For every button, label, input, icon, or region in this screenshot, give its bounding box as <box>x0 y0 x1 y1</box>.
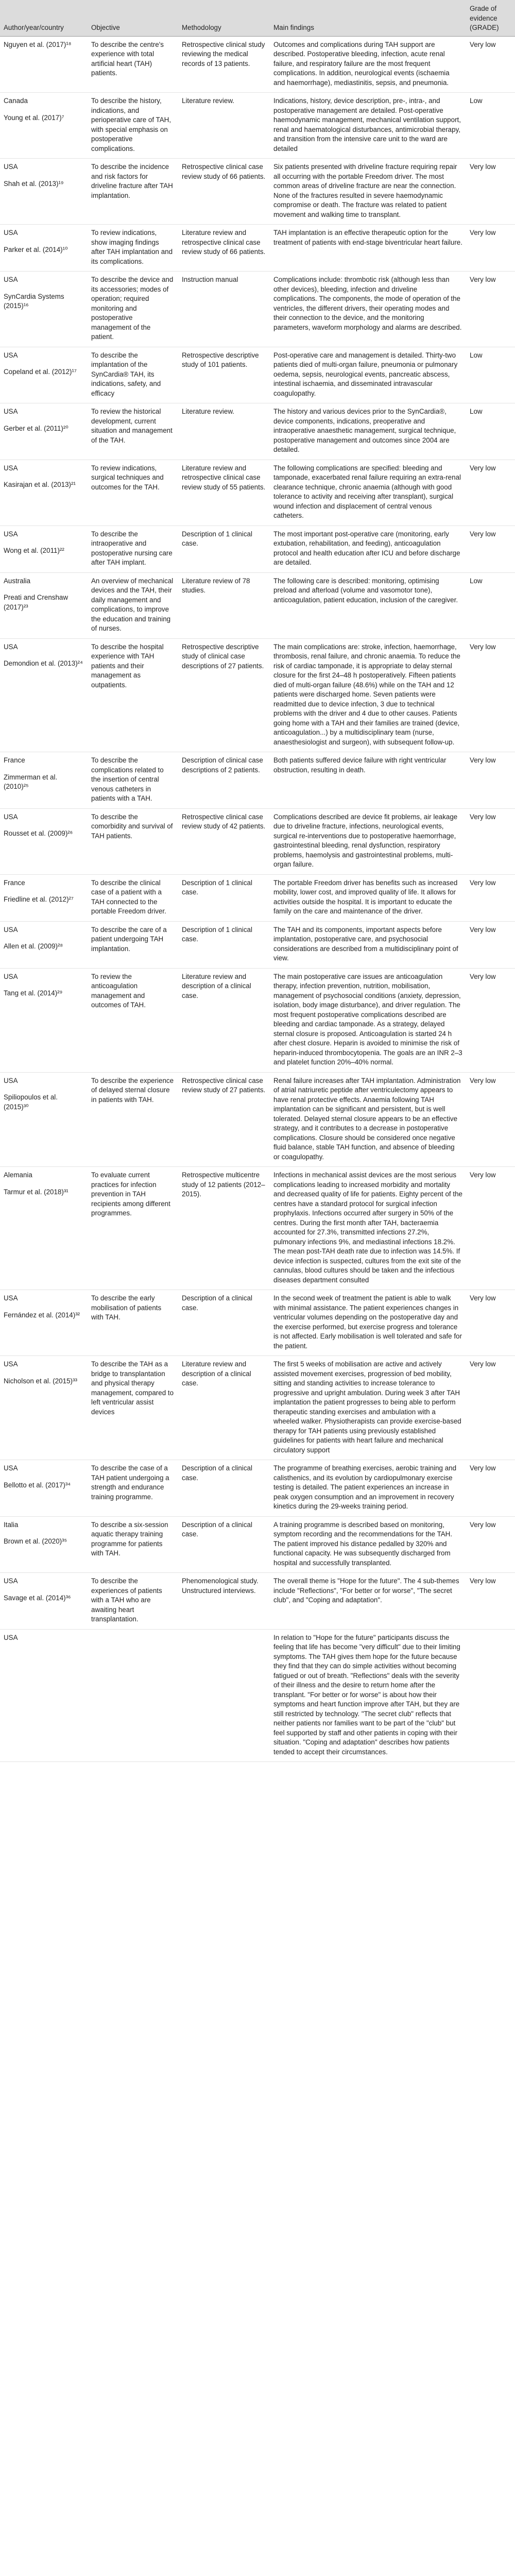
cell-objective: To describe the TAH as a bridge to transplantation and physical therapy management, compared to left ventricular assist devices <box>88 1356 178 1460</box>
cell-findings: The most important post-operative care (monitoring, early extubation, rehabilitation, and feeding), anticoagulation protocol and health education after ICU and before discharge are detailed. <box>270 526 466 572</box>
cell-findings: The main complications are: stroke, infection, haemorrhage, thrombosis, renal failure, and chronic anaemia. To reduce the risk of cardiac tamponade, it is appropriate to delay sternal closure for the first 24–48 h postoperatively. Fifteen patients died of multi-organ failure (48.6%) while on the TAH and 12 patients were discharged home. Seven patients were readmitted due to device infection, 3 due to technical problems with the driver and 4 due to other causes. Patients going home with a TAH and their families are trained (device, anticoagulation...) by a multidisciplinary team (nurse, anaesthesiologist and surgeon), with subsequent follow-up. <box>270 638 466 752</box>
cell-findings: The main postoperative care issues are anticoagulation therapy, infection prevention, nutrition, mobilisation, management of psychosocial conditions (anxiety, depression, isolation, body image disturbance), and driver regulation. The most frequent postoperative complications described are bleeding and cardiac tamponade. As a strategy, delayed sternal closure is proposed. Anticoagulation is started 24 h after chest closure. Heparin is avoided to minimise the risk of heparin-induced thrombocytopenia. The goals are an INR 2–3 and platelet function 20%–40% normal. <box>270 968 466 1072</box>
cell-methodology: Retrospective descriptive study of 101 patients. <box>178 347 270 403</box>
cell-grade: Very low <box>466 225 515 272</box>
cell-methodology: Retrospective clinical study reviewing the medical records of 13 patients. <box>178 36 270 93</box>
cell-author <box>0 752 88 809</box>
cell-objective: To review the historical development, current situation and management of the TAH. <box>88 403 178 460</box>
cell-grade: Very low <box>466 460 515 526</box>
cell-grade: Very low <box>466 638 515 752</box>
row-author: Kasirajan et al. (2013)²¹ <box>4 481 76 488</box>
cell-author <box>0 403 88 460</box>
row-author: Parker et al. (2014)¹⁰ <box>4 245 68 253</box>
cell-methodology: Phenomenological study. Unstructured interviews. <box>178 1573 270 1630</box>
table-row <box>0 968 515 1072</box>
row-author: Bellotto et al. (2017)³⁴ <box>4 1481 71 1489</box>
header-findings: Main findings <box>270 0 466 36</box>
header-author: Author/year/country <box>0 0 88 36</box>
cell-author <box>0 93 88 159</box>
row-country: USA <box>4 163 18 171</box>
row-country: USA <box>4 642 18 651</box>
row-author: SynCardia Systems (2015)¹⁶ <box>4 292 64 310</box>
cell-objective: To describe the incidence and risk factors for driveline fracture after TAH implantation. <box>88 159 178 225</box>
cell-methodology: Literature review and description of a clinical case. <box>178 968 270 1072</box>
row-author: Fernández et al. (2014)³² <box>4 1311 80 1319</box>
row-country: USA <box>4 972 18 980</box>
row-country: Italia <box>4 1520 19 1529</box>
cell-author <box>0 638 88 752</box>
row-country: USA <box>4 1577 18 1585</box>
cell-objective: To review the anticoagulation management and outcomes of TAH. <box>88 968 178 1072</box>
cell-grade: Very low <box>466 1072 515 1167</box>
cell-findings: The history and various devices prior to the SynCardia®, device components, indications, preoperative and intraoperative anaesthetic management, surgical technique, postoperative management and outcomes since 2004 are detailed. <box>270 403 466 460</box>
table-row <box>0 460 515 526</box>
cell-author <box>0 225 88 272</box>
cell-objective: To describe the experiences of patients with a TAH who are awaiting heart transplantation. <box>88 1573 178 1630</box>
cell-objective: To describe the implantation of the SynCardia® TAH, its indications, safety, and efficacy <box>88 347 178 403</box>
table-row <box>0 36 515 93</box>
cell-methodology <box>178 1629 270 1762</box>
cell-findings: Six patients presented with driveline fracture requiring repair all occurring with the portable Freedom driver. The most common areas of driveline fracture are near the connection. None of the fractures resulted in severe haemodynamic compromise or death. The fracture was related to patient movement and walking time to transplant. <box>270 159 466 225</box>
cell-objective: To describe the case of a TAH patient undergoing a strength and endurance training programme. <box>88 1460 178 1517</box>
cell-findings: Outcomes and complications during TAH support are described. Postoperative bleeding, infection, acute renal failure, and respiratory failure are the most frequent complications. In addition, neurological events (ischaemia and haemorrhage), mediastinitis, sepsis, and pneumonia. <box>270 36 466 93</box>
cell-objective: To review indications, surgical techniques and outcomes for the TAH. <box>88 460 178 526</box>
table-row <box>0 572 515 638</box>
row-country: France <box>4 878 25 887</box>
table-row <box>0 1167 515 1290</box>
row-country: USA <box>4 408 18 415</box>
cell-author <box>0 526 88 572</box>
cell-grade: Very low <box>466 752 515 809</box>
row-country: USA <box>4 464 18 472</box>
cell-author <box>0 1573 88 1630</box>
row-country: France <box>4 756 25 764</box>
table-row <box>0 1516 515 1573</box>
cell-objective: To describe the clinical case of a patient with a TAH connected to the portable Freedom driver. <box>88 874 178 921</box>
row-country: USA <box>4 1633 18 1641</box>
cell-objective: An overview of mechanical devices and the TAH, their daily management and complications, to improve the education and training of nurses. <box>88 572 178 638</box>
row-country: Australia <box>4 577 31 585</box>
cell-grade: Low <box>466 93 515 159</box>
cell-grade: Very low <box>466 1356 515 1460</box>
row-author: Wong et al. (2011)²² <box>4 547 64 554</box>
cell-grade: Very low <box>466 874 515 921</box>
cell-author <box>0 808 88 874</box>
row-author: Nguyen et al. (2017)¹⁸ <box>4 40 72 48</box>
cell-objective <box>88 1629 178 1762</box>
row-country: Alemania <box>4 1171 32 1179</box>
row-author: Tang et al. (2014)²⁹ <box>4 989 63 997</box>
cell-findings: In the second week of treatment the patient is able to walk with minimal assistance. The patient experiences changes in ventricular volumes depending on the postoperative day and the exercise performed, but exercise progress and tolerance is not affected. Early mobilisation is well tolerated and safe for the patient. <box>270 1290 466 1356</box>
cell-grade: Low <box>466 403 515 460</box>
table-row <box>0 1573 515 1630</box>
cell-findings: TAH implantation is an effective therapeutic option for the treatment of patients with end-stage biventricular heart failure. <box>270 225 466 272</box>
cell-objective: To describe the centre's experience with total artificial heart (TAH) patients. <box>88 36 178 93</box>
cell-methodology: Literature review and description of a clinical case. <box>178 1356 270 1460</box>
cell-findings: The TAH and its components, important aspects before implantation, postoperative care, and psychosocial considerations are described from a multidisciplinary point of view. <box>270 921 466 968</box>
table-row <box>0 159 515 225</box>
cell-grade: Very low <box>466 968 515 1072</box>
table-row <box>0 1356 515 1460</box>
row-country: USA <box>4 276 18 283</box>
row-country: USA <box>4 1360 18 1368</box>
cell-objective: To describe a six-session aquatic therapy training programme for patients with TAH. <box>88 1516 178 1573</box>
cell-objective: To describe the intraoperative and postoperative nursing care after TAH implant. <box>88 526 178 572</box>
row-author: Savage et al. (2014)³⁶ <box>4 1594 71 1602</box>
table-row <box>0 1290 515 1356</box>
table-row <box>0 272 515 347</box>
header-objective: Objective <box>88 0 178 36</box>
cell-grade: Very low <box>466 1573 515 1630</box>
table-row <box>0 225 515 272</box>
table-header <box>0 0 515 36</box>
cell-author <box>0 347 88 403</box>
cell-methodology: Description of a clinical case. <box>178 1290 270 1356</box>
table-row <box>0 921 515 968</box>
cell-author <box>0 159 88 225</box>
row-author: Zimmerman et al. (2010)²⁵ <box>4 773 58 790</box>
cell-grade: Very low <box>466 808 515 874</box>
row-author: Gerber et al. (2011)²⁰ <box>4 424 68 432</box>
row-author: Friedline et al. (2012)²⁷ <box>4 895 74 903</box>
row-country: USA <box>4 1294 18 1302</box>
cell-objective: To describe the hospital experience with TAH patients and their management as outpatients. <box>88 638 178 752</box>
table-row <box>0 808 515 874</box>
header-row <box>0 0 515 36</box>
cell-author <box>0 1460 88 1517</box>
cell-findings: The first 5 weeks of mobilisation are active and actively assisted movement exercises, progression of bed mobility, sitting and standing activities to increase tolerance to progressive and upright ambulation. During week 3 after TAH implantation the patient progresses to being able to perform therapeutic standing exercises and ambulation with a wheeled walker. Physiotherapists can provide exercise-based therapy for TAH patients using previously established guidelines for patients with heart failure and mechanical circulatory support <box>270 1356 466 1460</box>
table-row <box>0 1072 515 1167</box>
cell-objective: To evaluate current practices for infection prevention in TAH recipients among different programmes. <box>88 1167 178 1290</box>
cell-objective: To describe the early mobilisation of patients with TAH. <box>88 1290 178 1356</box>
row-country: USA <box>4 925 18 934</box>
cell-objective: To review indications, show imaging findings after TAH implantation and its complications. <box>88 225 178 272</box>
cell-grade: Very low <box>466 1167 515 1290</box>
cell-findings: In relation to "Hope for the future" participants discuss the feeling that life has become "very difficult" due to their limiting symptoms. The TAH gives them hope for the future because they find that they can do simple activities without becoming fatigued or out of breath. "Reflections" deals with the severity of their illness and the desire to return home after the transplant. "For better or for worse" is about how their symptoms and heart function improve after TAH, but they are still restricted by technology. "The secret club" reflects that neither patients nor families want to be part of the "club" but feel supported by staff and other patients in coping with their situation. "Coping and adaptation" describes how patients tended to accept their circumstances. <box>270 1629 466 1762</box>
row-author: Tarmur et al. (2018)³¹ <box>4 1188 68 1196</box>
cell-findings: A training programme is described based on monitoring, symptom recording and the recommendations for the TAH. The patient improved his distance pedalled by 320% and functional capacity. He was subsequently discharged from hospital and successfully transplanted. <box>270 1516 466 1573</box>
cell-grade <box>466 1629 515 1762</box>
row-country: USA <box>4 351 18 359</box>
cell-methodology: Description of 1 clinical case. <box>178 874 270 921</box>
cell-grade: Low <box>466 347 515 403</box>
cell-author <box>0 1290 88 1356</box>
cell-objective: To describe the comorbidity and survival of TAH patients. <box>88 808 178 874</box>
cell-author <box>0 1072 88 1167</box>
cell-methodology: Retrospective clinical case review study of 27 patients. <box>178 1072 270 1167</box>
cell-findings: Both patients suffered device failure with right ventricular obstruction, resulting in death. <box>270 752 466 809</box>
cell-methodology: Description of 1 clinical case. <box>178 526 270 572</box>
cell-author <box>0 460 88 526</box>
cell-objective: To describe the experience of delayed sternal closure in patients with TAH. <box>88 1072 178 1167</box>
cell-methodology: Retrospective clinical case review study of 42 patients. <box>178 808 270 874</box>
cell-methodology: Literature review of 78 studies. <box>178 572 270 638</box>
cell-grade: Very low <box>466 921 515 968</box>
cell-author <box>0 921 88 968</box>
row-author: Shah et al. (2013)¹⁹ <box>4 179 64 188</box>
cell-methodology: Retrospective clinical case review study of 66 patients. <box>178 159 270 225</box>
cell-findings: The portable Freedom driver has benefits such as increased mobility, lower cost, and improved quality of life. It allows for activities outside the hospital. It is important to educate the family on the care and maintenance of the driver. <box>270 874 466 921</box>
table-row <box>0 403 515 460</box>
row-country: USA <box>4 229 18 236</box>
cell-author <box>0 572 88 638</box>
cell-methodology: Description of clinical case descriptions of 2 patients. <box>178 752 270 809</box>
table-row <box>0 1629 515 1762</box>
cell-findings: The following care is described: monitoring, optimising preload and afterload (volume and vasomotor tone), anticoagulation, patient education, inclusion of the caregiver. <box>270 572 466 638</box>
row-author: Brown et al. (2020)³⁵ <box>4 1537 67 1545</box>
cell-findings: Post-operative care and management is detailed. Thirty-two patients died of multi-organ failure, pneumonia or pulmonary oedema, sepsis, neurological events, pancreatic abscess, intestinal ischaemia, and disseminated intravascular coagulopathy. <box>270 347 466 403</box>
cell-methodology: Description of a clinical case. <box>178 1516 270 1573</box>
cell-author <box>0 1629 88 1762</box>
cell-author <box>0 874 88 921</box>
cell-author <box>0 36 88 93</box>
row-author: Preati and Crenshaw (2017)²³ <box>4 594 68 611</box>
row-country: USA <box>4 530 18 538</box>
cell-methodology: Instruction manual <box>178 272 270 347</box>
row-author: Allen et al. (2009)²⁸ <box>4 942 63 950</box>
row-author: Young et al. (2017)⁷ <box>4 113 64 122</box>
row-author: Demondion et al. (2013)²⁴ <box>4 659 83 667</box>
table-row <box>0 1460 515 1517</box>
cell-author <box>0 1167 88 1290</box>
row-country: USA <box>4 1464 18 1472</box>
row-author: Spiliopoulos et al. (2015)³⁰ <box>4 1093 58 1111</box>
cell-findings: Infections in mechanical assist devices are the most serious complications leading to increased morbidity and mortality and decreased quality of life for patients. Eighty percent of the centres have a standard protocol for surgical infection prophylaxis. Infections occurred after surgery in 50% of the centres. During the first month after TAH, bacteraemia accounted for 27.3%, transmitted infections 27.2%, pulmonary infections 9%, and mediastinal infections 18.2%. The mean post-TAH death rate due to infection was 14.5%. If device infection is suspected, cultures from the exit site of the cannulas, blood cultures should be taken and the infectious diseases department consulted <box>270 1167 466 1290</box>
cell-author <box>0 1516 88 1573</box>
cell-grade: Very low <box>466 1290 515 1356</box>
cell-methodology: Description of a clinical case. <box>178 1460 270 1517</box>
table-row <box>0 347 515 403</box>
row-author: Rousset et al. (2009)²⁶ <box>4 829 73 837</box>
row-country: USA <box>4 812 18 821</box>
cell-methodology: Retrospective descriptive study of clinical case descriptions of 27 patients. <box>178 638 270 752</box>
cell-methodology: Literature review. <box>178 93 270 159</box>
cell-grade: Very low <box>466 272 515 347</box>
cell-methodology: Literature review. <box>178 403 270 460</box>
header-methodology: Methodology <box>178 0 270 36</box>
cell-findings: Indications, history, device description, pre-, intra-, and postoperative management are detailed. Post-operative haemodynamic management, mechanical ventilation support, renal and haematological disturbances, antimicrobial therapy, and transition from the intensive care unit to the ward are detailed <box>270 93 466 159</box>
row-author: Copeland et al. (2012)¹⁷ <box>4 368 77 376</box>
cell-author <box>0 272 88 347</box>
row-country: USA <box>4 1076 18 1084</box>
cell-grade: Very low <box>466 36 515 93</box>
cell-grade: Very low <box>466 1516 515 1573</box>
header-grade: Grade of evidence (GRADE) <box>466 0 515 36</box>
cell-grade: Very low <box>466 1460 515 1517</box>
row-author: Nicholson et al. (2015)³³ <box>4 1377 77 1385</box>
cell-methodology: Description of 1 clinical case. <box>178 921 270 968</box>
table-row <box>0 638 515 752</box>
cell-findings: Complications described are device fit problems, air leakage due to driveline fracture, infections, neurological events, surgical re-interventions due to postoperative haemorrhage, gastrointestinal bleeding, renal dysfunction, respiratory problems, haemolysis and gastrointestinal problems, multi-organ failure. <box>270 808 466 874</box>
cell-findings: The programme of breathing exercises, aerobic training and calisthenics, and its evolution by cardiopulmonary exercise testing is detailed. The patient experiences an increase in peak oxygen consumption and an improvement in recovery kinetics during the 29-weeks training period. <box>270 1460 466 1517</box>
cell-methodology: Retrospective multicentre study of 12 patients (2012–2015). <box>178 1167 270 1290</box>
cell-findings: The following complications are specified: bleeding and tamponade, exacerbated renal failure requiring an extra-renal clearance technique, chronic anaemia (although with good tolerance to activity and receiving after transplant), surgical wound infection and displacement of central venous catheters. <box>270 460 466 526</box>
cell-author <box>0 1356 88 1460</box>
cell-methodology: Literature review and retrospective clinical case review study of 66 patients. <box>178 225 270 272</box>
table-body <box>0 36 515 1762</box>
row-country: Canada <box>4 97 28 105</box>
table-row <box>0 874 515 921</box>
cell-methodology: Literature review and retrospective clinical case review study of 55 patients. <box>178 460 270 526</box>
cell-findings: Renal failure increases after TAH implantation. Administration of atrial natriuretic peptide after ventriculectomy appears to have renal protective effects. Anaemia following TAH implantation can be significant and persistent, but is well tolerated. Delayed sternal closure appears to be an effective strategy, and it contributes to a decrease in postoperative complications. Closure should be considered once negative fluid balance, stable TAH function, and absence of bleeding or coagulopathy. <box>270 1072 466 1167</box>
table-row <box>0 526 515 572</box>
cell-grade: Low <box>466 572 515 638</box>
table-row <box>0 752 515 809</box>
cell-objective: To describe the history, indications, and perioperative care of TAH, with special emphasis on postoperative complications. <box>88 93 178 159</box>
cell-findings: Complications include: thrombotic risk (although less than other devices), bleeding, infection and driveline complications. The components, the mode of operation of the ventricles, the different drivers, their operating modes and their connection to the device, and the monitoring parameters, waveform morphology and alarms are described. <box>270 272 466 347</box>
cell-findings: The overall theme is "Hope for the future". The 4 sub-themes include "Reflections", "For better or for worse", "The secret club", and "Coping and adaptation". <box>270 1573 466 1630</box>
cell-grade: Very low <box>466 526 515 572</box>
cell-author <box>0 968 88 1072</box>
table-row <box>0 93 515 159</box>
cell-objective: To describe the complications related to the insertion of central venous catheters in patients with a TAH. <box>88 752 178 809</box>
cell-objective: To describe the care of a patient undergoing TAH implantation. <box>88 921 178 968</box>
cell-objective: To describe the device and its accessories; modes of operation; required monitoring and postoperative management of the patient. <box>88 272 178 347</box>
cell-grade: Very low <box>466 159 515 225</box>
